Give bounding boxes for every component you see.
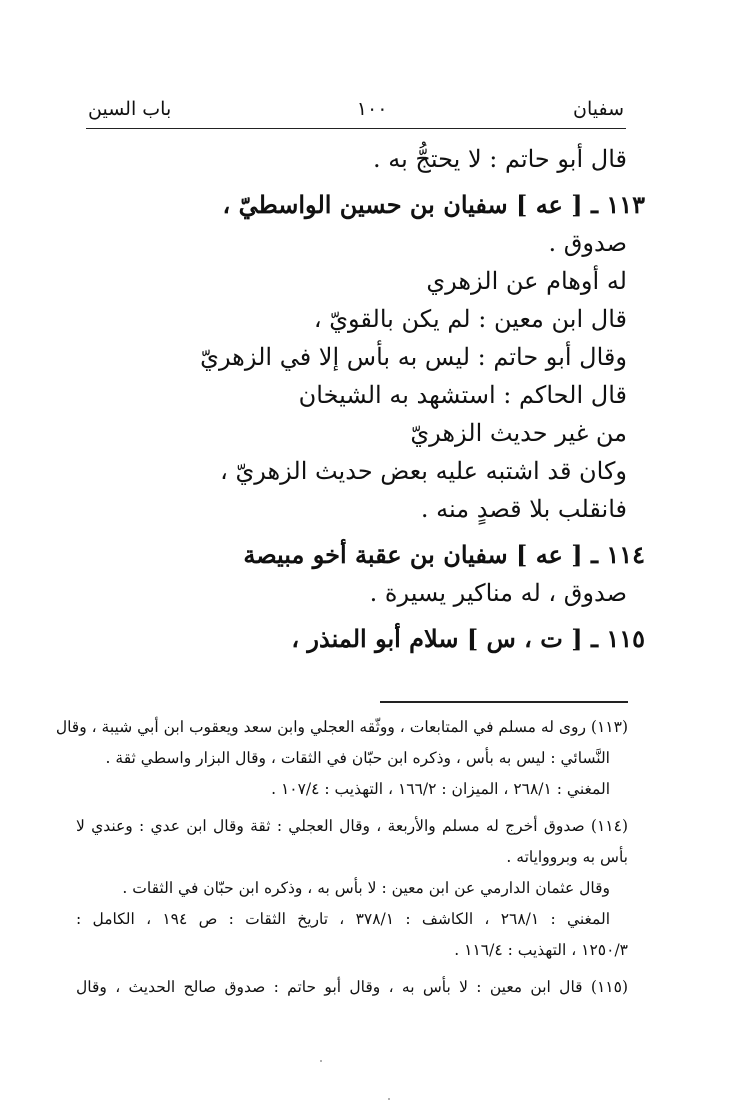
entry-heading-115: ١١٥ ـ [ ت ، س ] سلام أبو المنذر ،	[291, 624, 645, 653]
text-line: قال الحاكم : استشهد به الشيخان	[298, 381, 627, 409]
text-line: وقال أبو حاتم : ليس به بأس إلا في الزهريّ	[200, 343, 627, 371]
footnotes	[55, 712, 628, 1003]
footnote-line: المغني : ٢٦٨/١ ، الكاشف : ٣٧٨/١ ، تاريخ الثقات : ص ١٩٤ ، الكامل :	[76, 910, 611, 928]
header-rule	[86, 128, 626, 129]
text-line: قال أبو حاتم : لا يحتجُّ به .	[372, 145, 627, 173]
footnote-line: (١١٥) قال ابن معين : لا بأس به ، وقال أبو حاتم : صدوق صالح الحديث ، وقال	[76, 978, 628, 996]
header-left-title: باب السين	[88, 98, 172, 120]
footnote-line: المغني : ٢٦٨/١ ، الميزان : ١٦٦/٢ ، التهذيب : ١٠٧/٤ .	[271, 780, 610, 798]
main-text	[157, 140, 645, 658]
text-line: له أوهام عن الزهري	[426, 267, 627, 295]
footnote-line: وقال عثمان الدارمي عن ابن معين : لا بأس به ، وذكره ابن حبّان في الثقات .	[122, 879, 610, 897]
footnote-rule	[380, 701, 628, 703]
footnote-line: (١١٣) روى له مسلم في المتابعات ، ووثّقه العجلي وابن سعد ويعقوب ابن أبي شيبة ، وقال	[55, 718, 628, 736]
footnote-line: ١٢٥٠/٣ ، التهذيب : ١١٦/٤ .	[454, 941, 628, 959]
entry-heading-113: ١١٣ ـ [ عه ] سفيان بن حسين الواسطيّ ،	[222, 190, 645, 219]
text-line: من غير حديث الزهريّ	[410, 419, 627, 447]
text-line: قال ابن معين : لم يكن بالقويّ ،	[313, 305, 627, 333]
header-right-title: سفيان	[572, 98, 624, 120]
scan-speck	[320, 1060, 322, 1062]
scan-speck	[388, 1098, 390, 1100]
running-header	[88, 92, 624, 126]
footnote-line: بأس به وبروواياته .	[506, 848, 628, 866]
text-line: فانقلب بلا قصدٍ منه .	[420, 495, 627, 523]
footnote-line: (١١٤) صدوق أخرج له مسلم والأربعة ، وقال العجلي : ثقة وقال ابن عدي : وعندي لا	[76, 817, 628, 835]
text-line: وكان قد اشتبه عليه بعض حديث الزهريّ ،	[220, 457, 627, 485]
footnote-line: النَّسائي : ليس به بأس ، وذكره ابن حبّان في الثقات ، وقال البزار واسطي ثقة .	[105, 749, 610, 767]
page-number: ١٠٠	[356, 98, 388, 120]
text-line: صدوق .	[548, 229, 627, 257]
text-line: صدوق ، له مناكير يسيرة .	[369, 579, 627, 607]
entry-heading-114: ١١٤ ـ [ عه ] سفيان بن عقبة أخو مبيصة	[243, 540, 645, 569]
